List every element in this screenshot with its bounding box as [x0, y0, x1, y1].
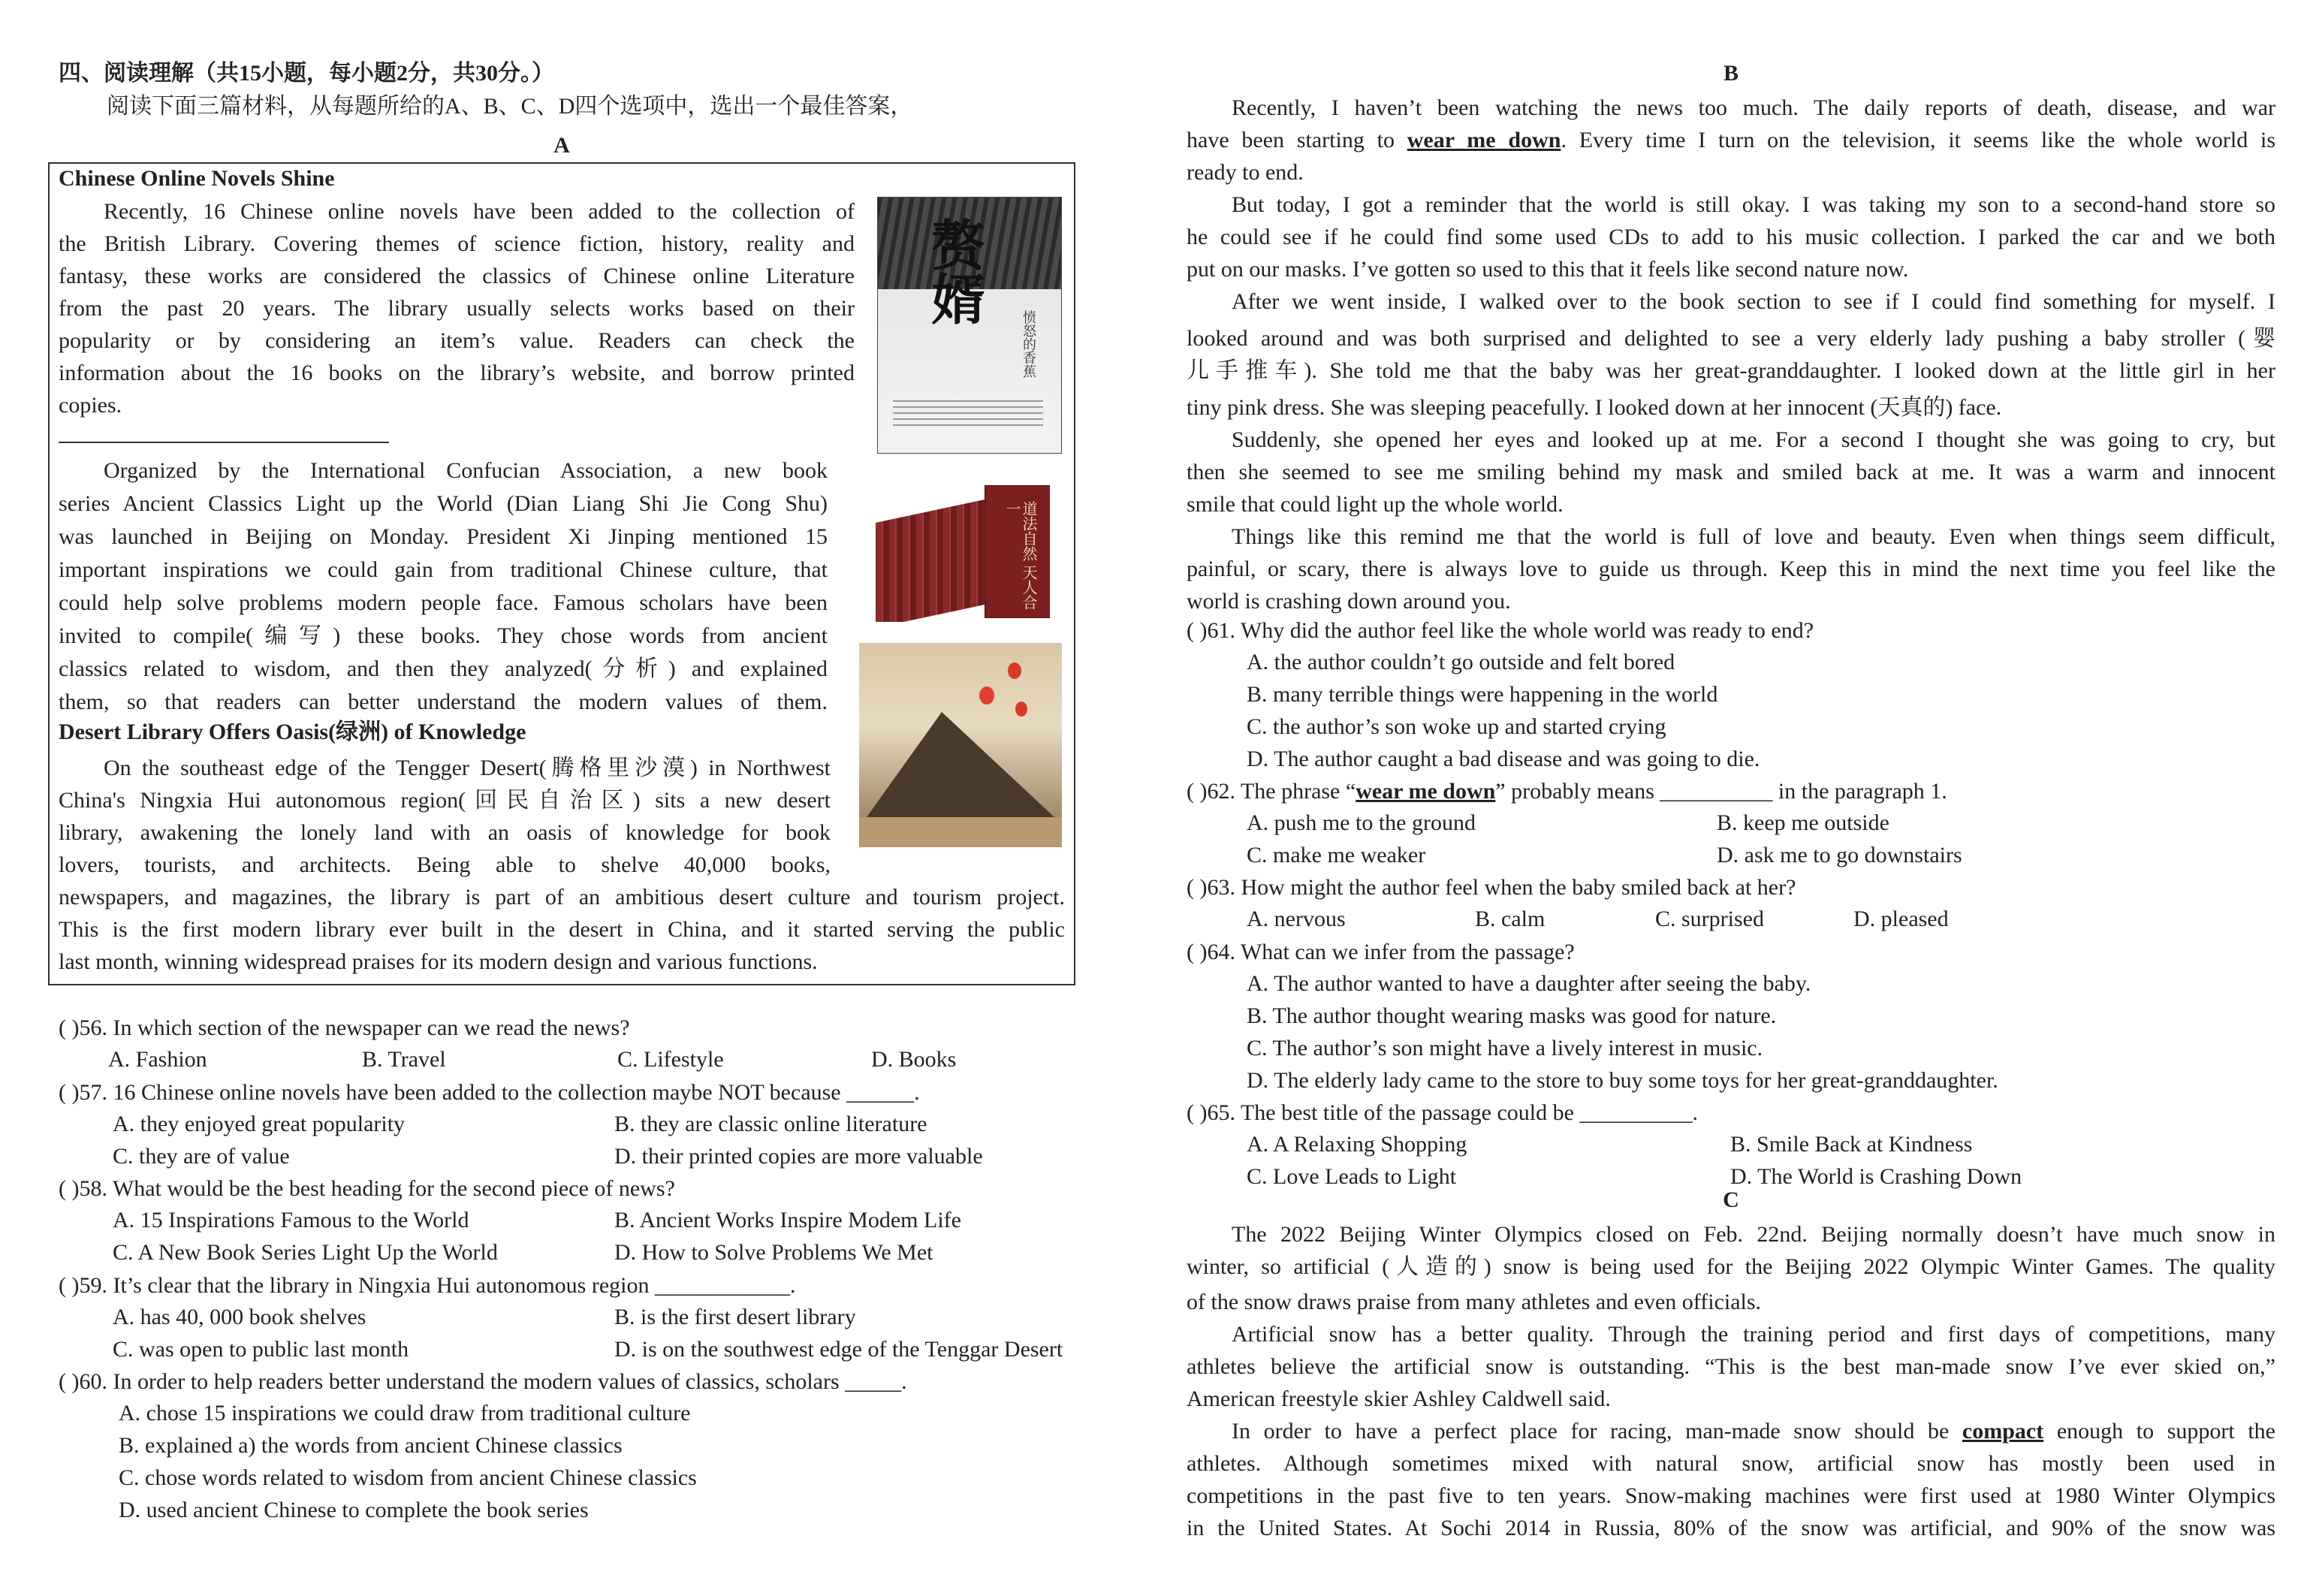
option: B. Travel [362, 1047, 446, 1072]
passage-b-line: But today, I got a reminder that the world is still okay. I was taking my son to a second-hand store so [1232, 192, 2275, 217]
passage-b-line: Things like this remind me that the world is full of love and beauty. Even when things seem difficult, [1232, 524, 2275, 549]
instruction: 阅读下面三篇材料，从每题所给的A、B、C、D四个选项中，选出一个最佳答案， [107, 94, 913, 119]
news2-line: could help solve problems modern people face. Famous scholars have been [59, 590, 828, 615]
news2-line: Organized by the International Confucian Association, a new book [104, 458, 828, 483]
passage-c-line: Artificial snow has a better quality. Through the training period and first days of competitions, many [1232, 1322, 2275, 1347]
option: C. surprised [1655, 907, 1764, 931]
novel-cover-title: 赘婿 [923, 217, 983, 325]
news3-line: This is the first modern library ever built in the desert in China, and it started serving the public [59, 917, 1065, 942]
novel-cover-image [877, 197, 1062, 454]
section-header: 四、阅读理解（共15小题，每小题2分，共30分。） [59, 61, 554, 86]
passage-b-line: then she seemed to see me smiling behind my mask and smiled back at me. It was a warm and innocent [1187, 460, 2275, 484]
passage-c-line: In order to have a perfect place for racing, man-made snow should be compact enough to support the [1232, 1419, 2275, 1444]
option: C. make me weaker [1247, 843, 1426, 867]
passage-b-line: he could see if he could find some used CDs to add to his music collection. I parked the car and we both [1187, 225, 2275, 249]
option: D. The elderly lady came to the store to buy some toys for her great-granddaughter. [1247, 1068, 1998, 1093]
option: C. the author’s son woke up and started crying [1247, 714, 1666, 739]
passage-b-line: looked around and was both surprised and delighted to see a very elderly lady pushing a baby stroller (婴 [1187, 326, 2275, 351]
option: A. 15 Inspirations Famous to the World [113, 1208, 469, 1232]
emphasis-phrase: wear me down [1356, 779, 1496, 804]
passage-b-line: Recently, I haven’t been watching the news too much. The daily reports of death, disease, and war [1232, 95, 2275, 120]
news3-line: China's Ningxia Hui autonomous region(回民自治区) sits a new desert [59, 788, 831, 813]
news3-line: On the southeast edge of the Tengger Desert(腾格里沙漠) in Northwest [104, 756, 831, 780]
news1-line: fantasy, these works are considered the classics of Chinese online Literature [59, 264, 855, 288]
passage-c-line: athletes believe the artificial snow is outstanding. “This is the best man-made snow I’ve ever skied on,” [1187, 1354, 2275, 1379]
option: A. A Relaxing Shopping [1247, 1132, 1467, 1157]
news3-line: library, awakening the lonely land with an oasis of knowledge for book [59, 820, 831, 845]
news3-line: last month, winning widespread praises for its modern design and various functions. [59, 949, 818, 974]
option: B. many terrible things were happening in the world [1247, 682, 1718, 707]
option: B. The author thought wearing masks was good for nature. [1247, 1003, 1777, 1028]
option: D. Books [871, 1047, 957, 1072]
book-series-text: 道法自然 天人合一 [1003, 501, 1036, 610]
passage-b-line: smile that could light up the whole world. [1187, 492, 1564, 517]
question-63-stem: ( )63. How might the author feel when the baby smiled back at her? [1187, 875, 1796, 900]
news2-line: them, so that readers can better understand the modern values of them. [59, 689, 828, 714]
question-64-stem: ( )64. What can we infer from the passage? [1187, 940, 1575, 964]
option: C. was open to public last month [113, 1337, 409, 1362]
question-65-stem: ( )65. The best title of the passage could be __________. [1187, 1100, 1698, 1125]
option: C. they are of value [113, 1144, 290, 1169]
option: A. they enjoyed great popularity [113, 1112, 406, 1136]
news1-line: popularity or by considering an item’s value. Readers can check the [59, 328, 855, 353]
option: B. Smile Back at Kindness [1730, 1132, 1973, 1157]
question-57-stem: ( )57. 16 Chinese online novels have been added to the collection maybe NOT because ______. [59, 1080, 920, 1105]
passage-c-line: winter, so artificial (人造的) snow is being used for the Beijing 2022 Olympic Winter Games. The quality [1187, 1254, 2275, 1279]
passage-c-line: competitions in the past five to ten years. Snow-making machines were first used at 1980 Winter Olympics [1187, 1483, 2275, 1508]
option: A. The author wanted to have a daughter after seeing the baby. [1247, 971, 1811, 996]
option: D. used ancient Chinese to complete the book series [119, 1498, 589, 1522]
news-divider [59, 442, 389, 443]
news1-line: the British Library. Covering themes of science fiction, history, reality and [59, 231, 855, 256]
option: B. is the first desert library [614, 1305, 856, 1329]
option: C. A New Book Series Light Up the World [113, 1240, 498, 1265]
book-series-image [876, 481, 1050, 622]
passage-b-line: 儿手推车). She told me that the baby was her great-granddaughter. I looked down at the little girl in her [1187, 358, 2275, 383]
news3-line: lovers, tourists, and architects. Being able to shelve 40,000 books, [59, 852, 831, 877]
news2-line: invited to compile(编写) these books. They chose words from ancient [59, 623, 828, 648]
passage-c-line: American freestyle skier Ashley Caldwell said. [1187, 1386, 1611, 1411]
option: C. chose words related to wisdom from ancient Chinese classics [119, 1465, 697, 1490]
desert-library-image [859, 643, 1062, 847]
option: B. they are classic online literature [614, 1112, 927, 1136]
news1-title: Chinese Online Novels Shine [59, 166, 335, 191]
passage-c-line: The 2022 Beijing Winter Olympics closed on Feb. 22nd. Beijing normally doesn’t have much snow in [1232, 1222, 2275, 1247]
passage-c-line: of the snow draws praise from many athletes and even officials. [1187, 1290, 1762, 1314]
passage-b-line: ready to end. [1187, 160, 1304, 185]
emphasis-phrase: compact [1962, 1419, 2044, 1444]
passage-b-line: tiny pink dress. She was sleeping peacefully. I looked down at her innocent (天真的) face. [1187, 395, 2002, 420]
news3-line: newspapers, and magazines, the library is part of an ambitious desert culture and tourism project. [59, 885, 1065, 910]
question-59-stem: ( )59. It’s clear that the library in Ningxia Hui autonomous region ____________. [59, 1273, 796, 1298]
option: C. Love Leads to Light [1247, 1164, 1457, 1189]
option: B. keep me outside [1717, 810, 1889, 835]
option: A. the author couldn’t go outside and felt bored [1247, 650, 1675, 674]
option: D. their printed copies are more valuable [614, 1144, 983, 1169]
question-56-stem: ( )56. In which section of the newspaper can we read the news? [59, 1015, 630, 1040]
option: D. is on the southwest edge of the Tenggar Desert [614, 1337, 1063, 1362]
option: D. pleased [1853, 907, 1949, 931]
passage-b-line: world is crashing down around you. [1187, 589, 1511, 614]
option: B. Ancient Works Inspire Modem Life [614, 1208, 961, 1232]
option: A. chose 15 inspirations we could draw from traditional culture [119, 1401, 691, 1426]
passage-b-label: B [1723, 61, 1739, 86]
option: D. How to Solve Problems We Met [614, 1240, 933, 1265]
question-60-stem: ( )60. In order to help readers better understand the modern values of classics, scholars _____. [59, 1369, 907, 1394]
passage-b-line: put on our masks. I’ve gotten so used to this that it feels like second nature now. [1187, 257, 1909, 282]
option: B. calm [1475, 907, 1546, 931]
news1-line: from the past 20 years. The library usually selects works based on their [59, 296, 855, 321]
news3-title: Desert Library Offers Oasis(绿洲) of Knowledge [59, 720, 526, 744]
passage-c-label: C [1723, 1187, 1739, 1212]
news1-line: copies. [59, 393, 122, 418]
option: D. The author caught a bad disease and was going to die. [1247, 747, 1760, 771]
option: C. Lifestyle [617, 1047, 724, 1072]
option: D. ask me to go downstairs [1717, 843, 1962, 867]
news2-line: was launched in Beijing on Monday. President Xi Jinping mentioned 15 [59, 524, 828, 549]
news1-line: information about the 16 books on the library’s website, and borrow printed [59, 361, 855, 385]
passage-b-line: After we went inside, I walked over to the book section to see if I could find something for myself. I [1232, 289, 2275, 314]
passage-b-line: painful, or scary, there is always love to guide us through. Keep this in mind the next time you feel like the [1187, 557, 2275, 581]
option: A. push me to the ground [1247, 810, 1476, 835]
passage-a-label: A [553, 133, 570, 158]
passage-c-line: athletes. Although sometimes mixed with natural snow, artificial snow has mostly been used in [1187, 1451, 2275, 1476]
novel-cover-author: 愤怒的香蕉 [1021, 310, 1036, 378]
option: D. The World is Crashing Down [1730, 1164, 2022, 1189]
news2-line: series Ancient Classics Light up the World (Dian Liang Shi Jie Cong Shu) [59, 491, 828, 516]
option: A. Fashion [108, 1047, 207, 1072]
emphasis-phrase: wear me down [1407, 128, 1561, 152]
passage-b-line: have been starting to wear me down. Every time I turn on the television, it seems like the whole world is [1187, 128, 2276, 152]
option: A. has 40, 000 book shelves [113, 1305, 366, 1329]
option: B. explained a) the words from ancient Chinese classics [119, 1433, 623, 1458]
option: C. The author’s son might have a lively interest in music. [1247, 1036, 1763, 1060]
news2-line: classics related to wisdom, and then they analyzed(分析) and explained [59, 656, 828, 681]
question-61-stem: ( )61. Why did the author feel like the whole world was ready to end? [1187, 618, 1814, 643]
news2-line: important inspirations we could gain from traditional Chinese culture, that [59, 557, 828, 582]
option: A. nervous [1247, 907, 1346, 931]
passage-c-line: in the United States. At Sochi 2014 in Russia, 80% of the snow was artificial, and 90% of the snow was [1187, 1516, 2275, 1540]
question-62-stem: ( )62. The phrase “wear me down” probably means __________ in the paragraph 1. [1187, 779, 1947, 804]
question-58-stem: ( )58. What would be the best heading for the second piece of news? [59, 1176, 675, 1201]
passage-b-line: Suddenly, she opened her eyes and looked up at me. For a second I thought she was going to cry, but [1232, 427, 2275, 452]
news1-line: Recently, 16 Chinese online novels have been added to the collection of [104, 199, 855, 224]
